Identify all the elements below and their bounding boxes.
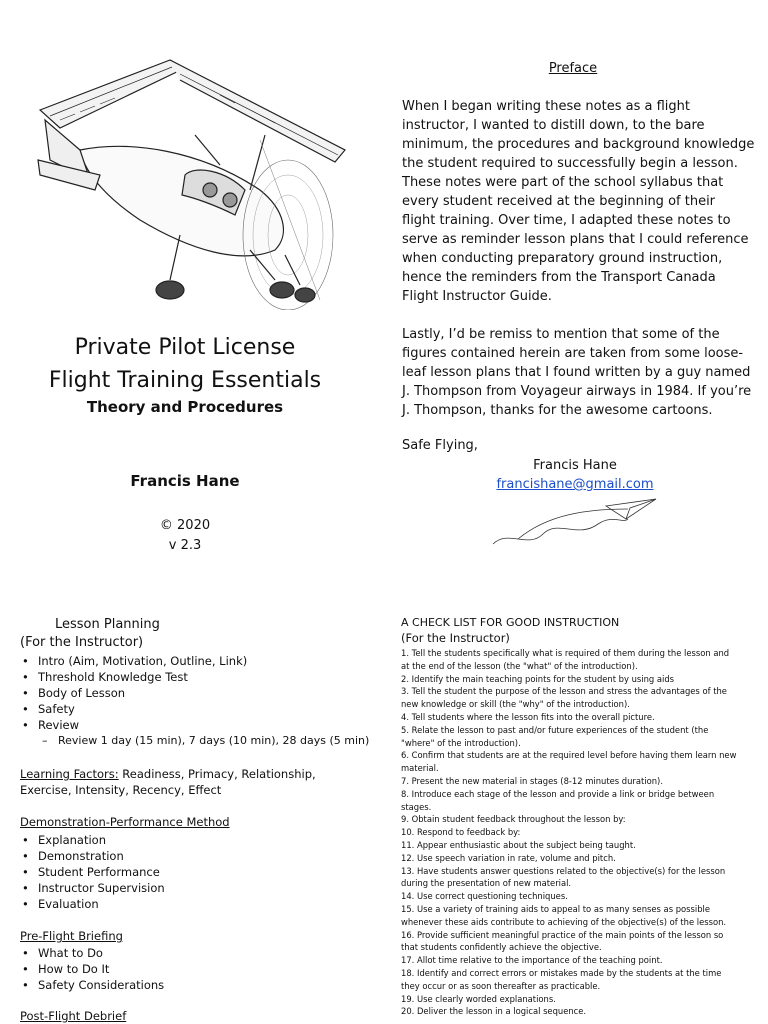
list-item: • Intro (Aim, Motivation, Outline, Link): [20, 653, 369, 669]
checklist-line: 7. Present the new material in stages (8-12 minutes duration).: [401, 775, 663, 786]
review-sub-item: – Review 1 day (15 min), 7 days (10 min), 28 days (5 min): [40, 733, 369, 749]
checklist-line: 10. Respond to feedback by:: [401, 827, 521, 838]
airplane-illustration: [20, 40, 360, 310]
checklist-line: 15. Use a variety of training aids to appeal to as many senses as possible: [401, 903, 711, 914]
checklist-line: 20. Deliver the lesson in a logical sequence.: [401, 1006, 587, 1017]
cover-copyright: © 2020: [159, 518, 211, 533]
list-item: • Demonstration: [20, 848, 165, 864]
demo-method-title: Demonstration-Performance Method: [20, 815, 230, 829]
preflight-briefing-list: [20, 945, 164, 993]
checklist-line: during the presentation of new material.: [401, 878, 572, 889]
cover-author: Francis Hane: [130, 472, 240, 490]
checklist-line: 6. Confirm that students are at the required level before having them learn new: [401, 750, 737, 761]
checklist-line: 2. Identify the main teaching points for the student by using aids: [401, 673, 675, 684]
preface-author: Francis Hane: [533, 458, 617, 473]
demo-method-list: [20, 832, 165, 912]
lesson-planning-list: [20, 653, 369, 749]
list-item: • Evaluation: [20, 896, 165, 912]
checklist-line: new knowledge or skill (the "why" of the introduction).: [401, 699, 630, 710]
lesson-planning-title: Lesson Planning: [55, 617, 160, 632]
checklist-line: 17. Allot time relative to the importance of the teaching point.: [401, 955, 663, 966]
list-item: • Safety: [20, 701, 369, 717]
list-item: • Safety Considerations: [20, 977, 164, 993]
list-item: • Threshold Knowledge Test: [20, 669, 369, 685]
checklist-line: whenever these aids contribute to achieving of the objective(s) of the lesson.: [401, 916, 727, 927]
checklist-line: 8. Introduce each stage of the lesson and provide a link or bridge between: [401, 788, 715, 799]
checklist-subtitle: (For the Instructor): [401, 631, 510, 645]
checklist-title: A CHECK LIST FOR GOOD INSTRUCTION: [401, 616, 620, 629]
checklist-line: 11. Appear enthusiastic about the subject being taught.: [401, 839, 636, 850]
signature-paper-plane-icon: [488, 494, 668, 554]
preface-title: Preface: [548, 61, 598, 76]
checklist-line: 12. Use speech variation in rate, volume and pitch.: [401, 852, 616, 863]
email-link[interactable]: francishane@gmail.com: [496, 477, 654, 492]
lesson-planning-subtitle: (For the Instructor): [20, 635, 144, 650]
cover-version: v 2.3: [168, 538, 202, 553]
list-item: • Review: [20, 717, 369, 733]
list-item: • Instructor Supervision: [20, 880, 165, 896]
checklist-line: "where" of the introduction).: [401, 737, 521, 748]
learning-factors-text: Readiness, Primacy, Relationship, Exercise, Intensity, Recency, Effect: [20, 767, 316, 797]
checklist-line: they occur or as soon thereafter as practicable.: [401, 980, 601, 991]
checklist-line: 13. Have students answer questions related to the objective(s) for the lesson: [401, 865, 726, 876]
learning-factors-label: Learning Factors:: [20, 767, 119, 781]
list-item: • What to Do: [20, 945, 164, 961]
cover-subtitle: Theory and Procedures: [86, 398, 284, 416]
list-item: • How to Do It: [20, 961, 164, 977]
cover-title-line2: Flight Training Essentials: [48, 368, 322, 393]
checklist-line: material.: [401, 763, 439, 774]
preface-closing: Safe Flying,: [402, 438, 478, 453]
checklist-line: 5. Relate the lesson to past and/or future experiences of the student (the: [401, 724, 709, 735]
checklist-line: stages.: [401, 801, 432, 812]
checklist-line: 14. Use correct questioning techniques.: [401, 891, 568, 902]
checklist-line: that students confidently achieve the objective.: [401, 942, 602, 953]
checklist-line: 4. Tell students where the lesson fits into the overall picture.: [401, 711, 655, 722]
preface-paragraph-2: Lastly, I’d be remiss to mention that some of the figures contained herein are taken from some loose- leaf lesson plans that I found written by a guy named J. Thompson from Voyageur airways in 1984. If you’re J. Thompson, thanks for the awesome cartoons.: [402, 327, 752, 418]
checklist-line: 18. Identify and correct errors or mistakes made by the students at the time: [401, 967, 722, 978]
preflight-briefing-title: Pre-Flight Briefing: [20, 929, 123, 943]
list-item: • Explanation: [20, 832, 165, 848]
learning-factors: [20, 766, 360, 798]
cover-title-line1: Private Pilot License: [74, 335, 296, 360]
checklist-line: 16. Provide sufficient meaningful practice of the main points of the lesson so: [401, 929, 724, 940]
checklist-line: 1. Tell the students specifically what is required of them during the lesson and: [401, 648, 730, 658]
checklist-list: [401, 647, 751, 1018]
checklist-line: at the end of the lesson (the "what" of the introduction).: [401, 660, 638, 671]
checklist-line: 9. Obtain student feedback throughout the lesson by:: [401, 814, 626, 825]
list-item: • Body of Lesson: [20, 685, 369, 701]
checklist-line: 3. Tell the student the purpose of the lesson and stress the advantages of the: [401, 686, 727, 697]
list-item: • Student Performance: [20, 864, 165, 880]
postflight-debrief-title: Post-Flight Debrief: [20, 1009, 127, 1023]
preface-paragraph-1: When I began writing these notes as a flight instructor, I wanted to distill down, to the bare minimum, the procedures and background knowledge the student required to successfully begin a lesson. These notes were part of the school syllabus that every student received at the beginning of their flight training. Over time, I adapted these notes to serve as reminder lesson plans that I could reference when conducting preparatory ground instruction, hence the reminders from the Transport Canada Flight Instructor Guide.: [402, 99, 755, 304]
checklist-line: 19. Use clearly worded explanations.: [401, 993, 556, 1004]
